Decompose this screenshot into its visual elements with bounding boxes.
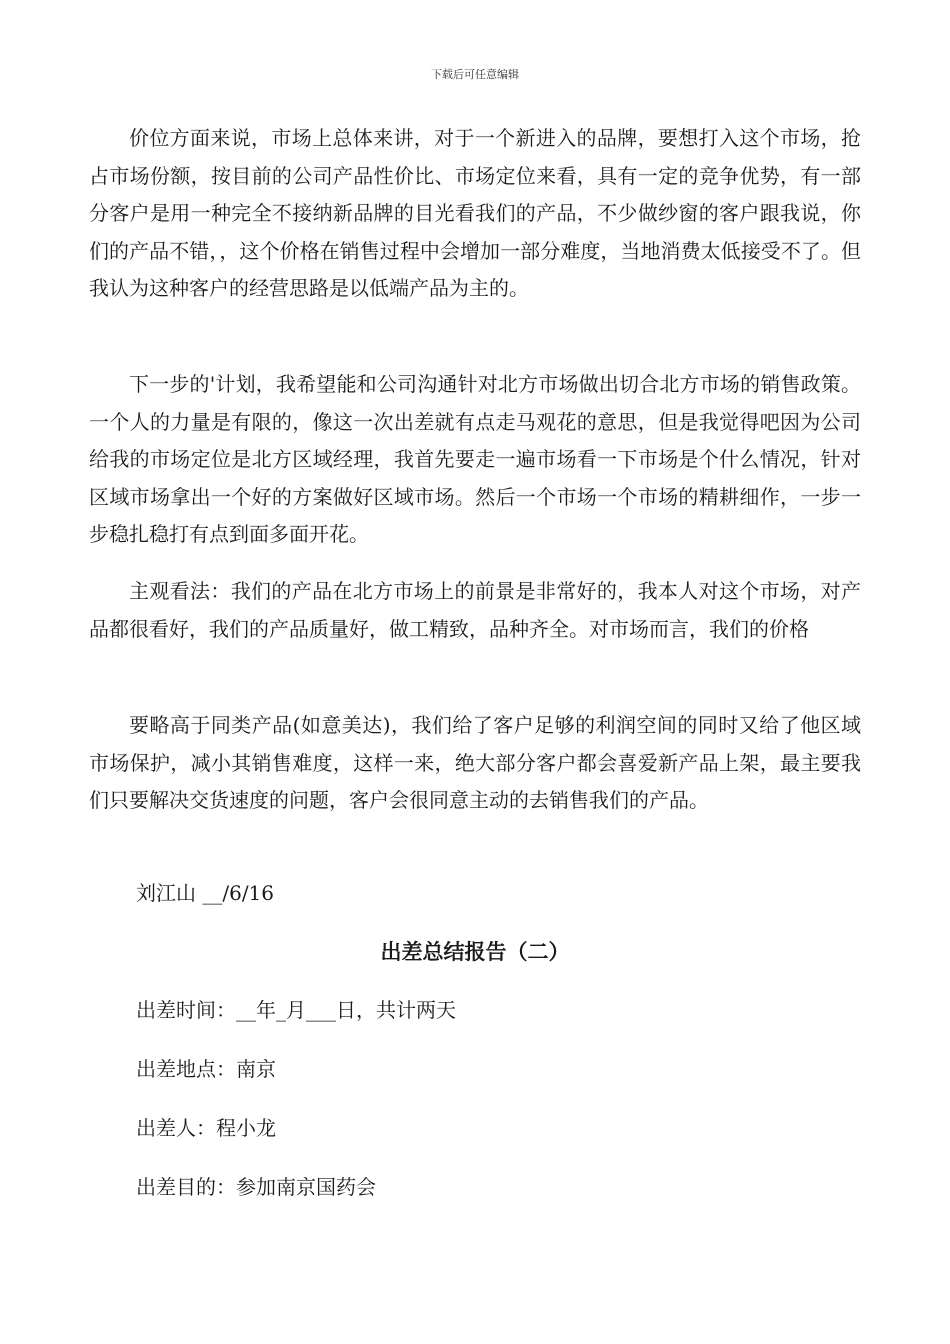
trip-time: 出差时间：__年_月___日，共计两天 — [136, 998, 456, 1022]
trip-place: 出差地点：南京 — [136, 1057, 276, 1081]
signature-line: 刘江山 __/6/16 — [136, 881, 275, 905]
paragraph-subjective-view: 主观看法：我们的产品在北方市场上的前景是非常好的，我本人对这个市场，对产品都很看好，我们的产品质量好，做工精致，品种齐全。对市场而言，我们的价格 — [89, 579, 861, 641]
paragraph-price-advantage: 要略高于同类产品(如意美达)，我们给了客户足够的利润空间的同时又给了他区域市场保护，减小其销售难度，这样一来，绝大部分客户都会喜爱新产品上架，最主要我们只要解决交货速度的问题，客户会很同意主动的去销售我们的产品。 — [89, 713, 861, 812]
trip-purpose: 出差目的：参加南京国药会 — [136, 1175, 376, 1199]
paragraph-pricing: 价位方面来说，市场上总体来讲，对于一个新进入的品牌，要想打入这个市场，抢占市场份额，按目前的公司产品性价比、市场定位来看，具有一定的竞争优势，有一部分客户是用一种完全不接纳新品牌的目光看我们的产品，不少做纱窗的客户跟我说，你们的产品不错，，这个价格在销售过程中会增加一部分难度，当地消费太低接受不了。但我认为这种客户的经营思路是以低端产品为主的。 — [89, 126, 861, 300]
paragraph-next-plan: 下一步的'计划，我希望能和公司沟通针对北方市场做出切合北方市场的销售政策。一个人的力量是有限的，像这一次出差就有点走马观花的意思，但是我觉得吧因为公司给我的市场定位是北方区域经理，我首先要走一遍市场看一下市场是个什么情况，针对区域市场拿出一个好的方案做好区域市场。然后一个市场一个市场的精耕细作，一步一步稳扎稳打有点到面多面开花。 — [89, 372, 861, 546]
trip-person: 出差人：程小龙 — [136, 1116, 276, 1140]
section-title: 出差总结报告（二） — [380, 939, 570, 964]
header-note: 下载后可任意编辑 — [431, 68, 519, 81]
